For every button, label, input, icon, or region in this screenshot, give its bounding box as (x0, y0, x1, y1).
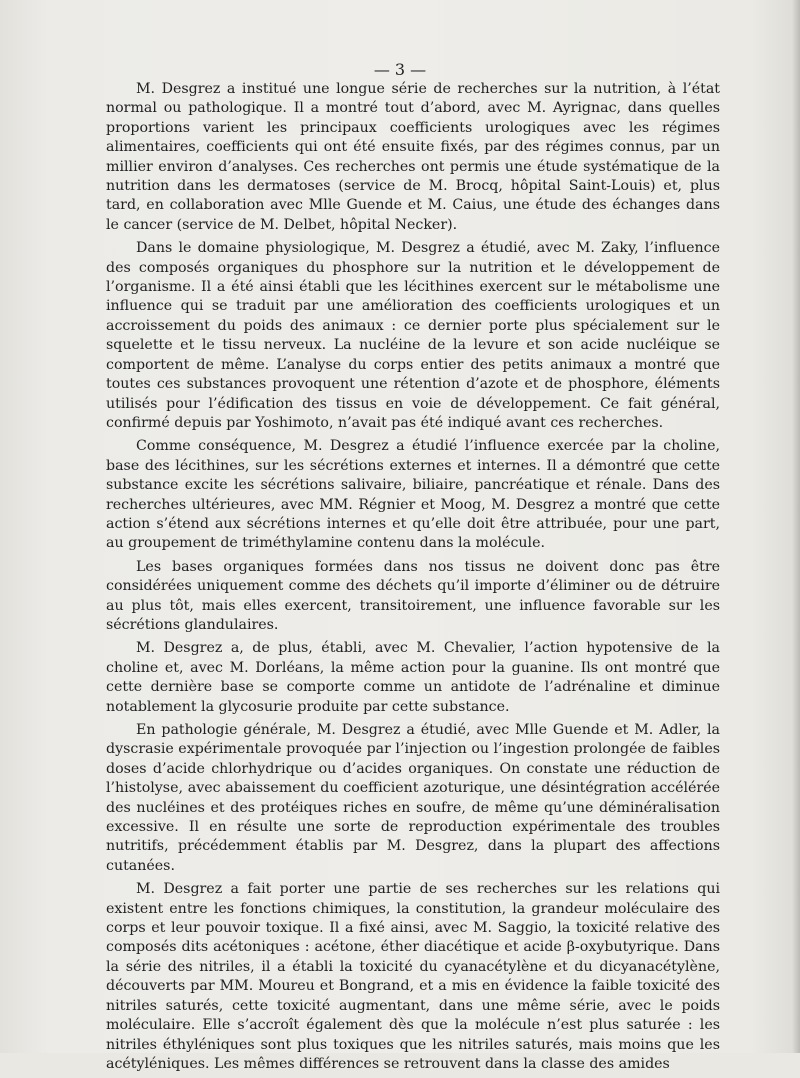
paragraph-nutrition: M. Desgrez a institué une longue série de recherches sur la nutrition, à l’état normal ou pathologique. Il a montré tout d’abord, avec M. Ayrignac, dans quelles proportions varient les principaux coefficients urologiques avec les régimes alimentaires, coefficients qui ont été ensuite fixés, par des régimes connus, par un millier environ d’analyses. Ces recherches ont permis une étude systématique de la nutrition dans les dermatoses (service de M. Brocq, hôpital Saint-Louis) et, plus tard, en collaboration avec Mlle Guende et M. Caius, une étude des échanges dans le cancer (service de M. Delbet, hôpital Necker). (106, 81, 720, 233)
page-number: — 3 — (373, 60, 427, 79)
paragraph-choline: Comme conséquence, M. Desgrez a étudié l’influence exercée par la choline, base des lécithines, sur les sécrétions externes et internes. Il a démontré que cette substance excite les sécrétions salivaire, biliaire, pancréatique et rénale. Dans des recherches ultérieures, avec MM. Régnier et Moog, M. Desgrez a montré que cette action s’étend aux sécrétions internes et qu’elle doit être attribuée, pour une part, au groupement de triméthylamine contenu dans la molécule. (106, 438, 720, 552)
paragraph-toxicity: M. Desgrez a fait porter une partie de ses recherches sur les relations qui existent entre les fonctions chimiques, la constitution, la grandeur moléculaire des corps et leur pouvoir toxique. Il a fixé ainsi, avec M. Saggio, la toxicité relative des composés dits acétoniques : acétone, éther diacétique et acide β-oxybutyrique. Dans la série des nitriles, il a établi la toxicité du cyanacétylène et du dicyanacétylène, découverts par MM. Moureu et Bongrand, et a mis en évidence la faible toxicité des nitriles saturés, cette toxicité augmentant, dans une même série, avec le poids moléculaire. Elle s’accroît également dès que la molécule n’est plus saturée : les nitriles éthyléniques sont plus toxiques que les nitriles saturés, mais moins que les acétyléniques. Les mêmes différences se retrouvent dans la classe des amides (106, 881, 720, 1072)
paragraph-pathology: En pathologie générale, M. Desgrez a étudié, avec Mlle Guende et M. Adler, la dyscrasie expérimentale provoquée par l’injection ou l’ingestion prolongée de faibles doses d’acide chlorhydrique ou d’acides organiques. On constate une réduction de l’histolyse, avec abaissement du coefficient azoturique, une désintégration accélérée des nucléines et des protéiques riches en soufre, de même qu’une déminéralisation excessive. Il en résulte une sorte de reproduction expérimentale des troubles nutritifs, précédemment établis par M. Desgrez, dans la plupart des affections cutanées. (106, 722, 720, 874)
paragraph-organic-bases: Les bases organiques formées dans nos tissus ne doivent donc pas être considérées uniquement comme des déchets qu’il importe d’éliminer ou de détruire au plus tôt, mais elles exercent, transitoirement, une influence favorable sur les sécrétions glandulaires. (106, 558, 720, 633)
page-edge-shadow (792, 0, 800, 1053)
paragraph-hypotensive: M. Desgrez a, de plus, établi, avec M. Chevalier, l’action hypotensive de la choline et, avec M. Dorléans, la même action pour la guanine. Ils ont montré que cette dernière base se comporte comme un antidote de l’adrénaline et diminue notablement la glycosurie produite par cette substance. (106, 640, 720, 715)
paragraph-physiology: Dans le domaine physiologique, M. Desgrez a étudié, avec M. Zaky, l’influence des composés organiques du phosphore sur la nutrition et le développement de l’organisme. Il a été ainsi établi que les lécithines exercent sur le métabolisme une influence qui se traduit par une amélioration des coefficients urologiques et un accroissement du poids des animaux : ce dernier porte plus spécialement sur le squelette et le tissu nerveux. La nucléine de la levure et son acide nucléique se comportent de même. L’analyse du corps entier des petits animaux a montré que toutes ces substances provoquent une rétention d’azote et de phosphore, éléments utilisés pour l’édification des tissus en voie de développement. Ce fait général, confirmé depuis par Yoshimoto, n’avait pas été indiqué avant ces recherches. (106, 240, 720, 431)
body-text (106, 80, 720, 1078)
